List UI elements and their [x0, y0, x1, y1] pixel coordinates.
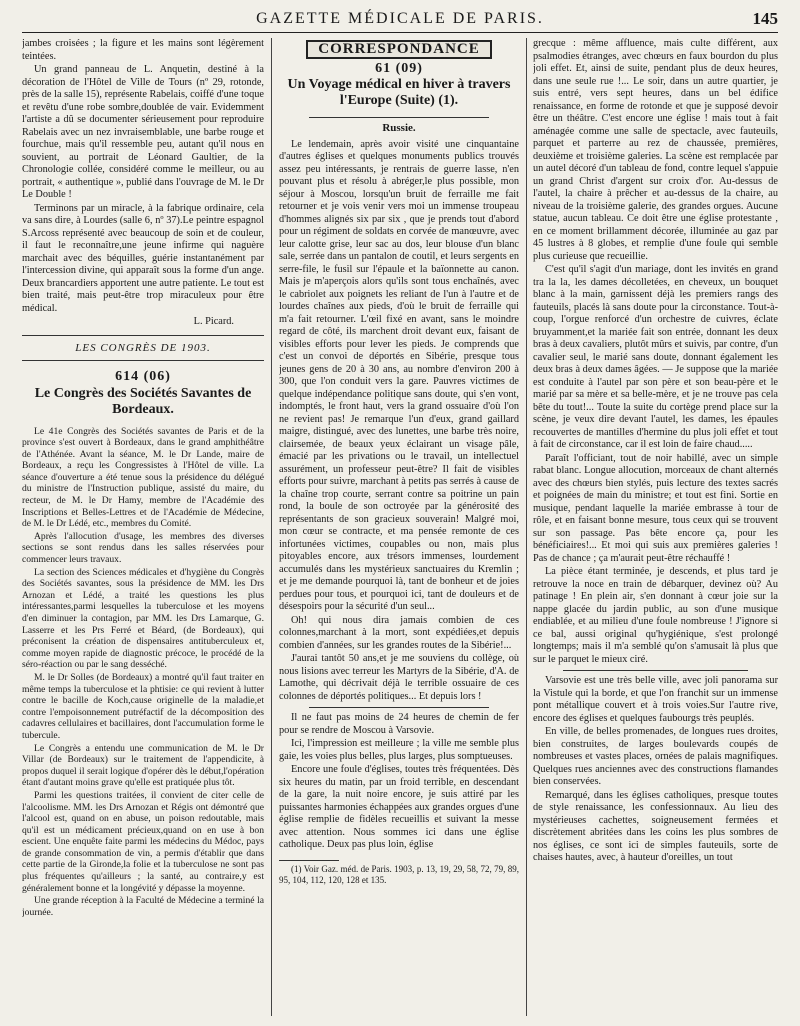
paragraph: M. le Dr Solles (de Bordeaux) a montré qu'il faut traiter en même temps la tuberculose et la phtisie: ce qui revient à lutter contre le bacille de Koch,cause originelle de la maladie,et contre l'empoisonnement putréfactif de la décomposition des cadavres cellulaires et bacillaires, dont l'accumulation forme le tubercule.	[22, 671, 264, 741]
divider	[309, 117, 489, 118]
paragraph: jambes croisées ; la figure et les mains sont légèrement teintées.	[22, 38, 264, 62]
divider	[22, 335, 264, 336]
journal-title: GAZETTE MÉDICALE DE PARIS.	[256, 10, 544, 27]
paragraph: Terminons par un miracle, à la fabrique ordinaire, cela va sans dire, à Lourdes (salle 6, nº 37).Le peintre espagnol S.Arcoss représenté avec beaucoup de soin et de couleur, il faut le reconnaître,une jeune infirme qui naguère marchait avec des béquilles, guérie instantanément par l'intercession divine, qui apparaît sous la forme d'un ange. Deux brancardiers apportent une autre patiente. Le tout est bien traité, mais peut-être trop miraculeux pour être médical.	[22, 202, 264, 314]
divider	[563, 670, 748, 671]
paragraph: Paraît l'officiant, tout de noir habillé, avec un simple rabat blanc. Longue allocution, morceaux de chant alternés avec des chœurs bien stylés, puis lecture des textes sacrés et poignées de main du ministre; et tout est fini. Sortie en musique, pendant laquelle la mariée embrasse à tour de rôle, et en faisant bonne mesure, tous ceux qui se trouvent sur son passage. Pas bête encore ça, pour les bénéficiaires!... Et moi qui suis aux premières galeries ! Pas de chance ; ça m'aurait peut-être réchauffé !	[533, 452, 778, 564]
left-column	[22, 38, 264, 1016]
footnote: (1) Voir Gaz. méd. de Paris. 1903, p. 13, 19, 29, 58, 72, 79, 89, 95, 104, 112, 120, 128 et 135.	[279, 863, 519, 885]
paragraph: Parmi les questions traitées, il convient de citer celle de l'alcoolisme. MM. les Drs Arnozan et Régis ont démontré que l'alcool est, quand on en abuse, un poison redoutable, mais qu'il est un médicament précieux,quand on en use à bon escient. Une enquête faite parmi les médecins du Médoc, pays de grande consommation de vin, a permis d'établir que dans cette partie de la Gironde,la folie et la tuberculose ne sont pas plus fréquentes qu'ailleurs ; la santé, au contraire,y est généralement bonne et la longévité y dépasse la moyenne.	[22, 789, 264, 894]
author-signature: L. Picard.	[193, 316, 234, 327]
paragraph: Après l'allocution d'usage, les membres des diverses sections se sont rendus dans les salles réservées pour commencer leurs travaux.	[22, 530, 264, 566]
paragraph: La pièce étant terminée, je descends, et plus tard je retrouve la noce en train de débarquer, devinez où? Au patinage ! En plein air, s'en donnant à cœur joie sur la nappe glacée du jardin public, au son d'une musique endiablée, et au milieu d'une foule nombreuse ! J'ignore si ce bal, aussi original qu'hygiénique, s'est prolongé longtemps; mais il m'a semblé qu'on s'amusait là plus que sur le parquet le mieux ciré.	[533, 566, 778, 665]
paragraph: grecque : même affluence, mais culte différent, aux psalmodies étranges, avec chœurs en faux bourdon du plus joli effet. Et, ainsi de suite, pendant plus de deux heures, dans une seule rue !... Le soir, dans un autre quartier, je suis entré, vers sept heures, dans un bel édifice renaissance, en forme de rotonde et que je supposé devoir être un théâtre. C'est encore une église ! mais tout à fait aménagée comme une salle de spectacle, avec fauteuils, parquet et parterre au rez de chaussée, premières, deuxième et troisième galeries. La scène est remplacée par un autel décoré d'un tableau de fond, contre lequel s'appuie un grand Christ d'argent sur croix d'or. Au-dessus de l'autel, la chaire à prêcher et au-dessus de la chaire, au niveau de la troisième galerie, des grandes orgues. Aucune statue, aucun tableau. Ce doit être une église protestante , en ce moment brillamment décorée, illuminée au gaz par 45 lustres à 8 globes, et remplie d'une foule qui semble plus curieuse que recueillie.	[533, 38, 778, 262]
paragraph: Encore une foule d'églises, toutes très fréquentées. Dès six heures du matin, par un froid terrible, en descendant de la gare, la nuit noire encore, je suis attiré par les puissantes harmonies échappées aux grandes orgues d'une église remplie de fidèles recueillis et suivant la messe avec attention. Nous sommes ici dans une église catholique. Deux pas plus loin, église	[279, 764, 519, 850]
paragraph: Le lendemain, après avoir visité une cinquantaine d'autres églises et quelques monuments publics trouvés assez peu intéressants, je rentrais de guerre lasse, n'en pouvant plus et résolu à abréger,le plus possible, mon séjour à Moscou, lorsqu'un bruit de ferraille me fait retourner et je vois venir vers moi un immense troupeau d'hommes alignés six par six , que je prends tout d'abord pour un régiment de soldats en corvée de manœuvre, avec leur calotte grise, leur sac au dos, leur blouse d'un blanc sale, serrée dans un pantalon de coutil, et leurs sergents en serre-file, le fusil sur l'épaule et la baïonnette au canon. Mais je m'aperçois alors qu'ils sont tous enchaînés, avec le cabriolet aux poignets les reliant de l'un à l'autre et de lourdes chaînes aux pieds, d'où le bruit de ferraille qui m'a fait retourner. L'œil fixé en avant, sans le moindre regard de côté, ils marchent droit devant eux, faisant de visibles efforts pour lever les pieds. Je comprends que c'est un convoi de déportés en Sibérie, presque tous jeunes gens de 20 à 30 ans, au nombre d'environ 200 à 300, que l'on conduit vers la gare. Pauvres victimes de quelque indépendance politique sans doute, qui s'en vont, indomptés, le front haut, vers la grand ossuaire d'où l'on ne revient pas! Je remarque l'un d'eux, grand gaillard maigre, distingué, avec des lunettes, une barbe très noire, clairsemée, de beaux yeux éclairant un visage pâle, émacié par les privations ou le travail, un intellectuel assurément, un professeur peut-être? Il fait de visibles efforts pour suivre, marchant à petits pas serrés à cause de la chaîne trop courte, serrant contre sa poitrine un pain rond, la boule de son octroyée par la générosité des représentants de son gracieux souverain! Malgré moi, mon cœur se contracte, et ma pensée remonte de ces infortunées victimes, coupables ou non, mais plus pitoyables encore, aux trésors immenses, lourdement accumulés dans les mystérieux sanctuaires du Kremlin ; et je me demande pourquoi là, tant de bonheur et de joies perdues pour tous, et pourquoi ici, tant de douleurs et de désespoirs pour la sécurité d'un seul...	[279, 138, 519, 612]
paragraph: Remarqué, dans les églises catholiques, presque toutes de style renaissance, les confessionnaux. Au lieu des mystérieuses cachettes, soigneusement fermées et discrètement abritées dans les coins les plus sombres de nos églises, ce sont ici de simples fauteuils, sorte de chaises hautes, avec, à hauteur d'oreilles, un tout	[533, 789, 778, 863]
column-divider	[526, 38, 527, 1016]
article-title: Le Congrès des Sociétés Savantes de Bordeaux.	[34, 385, 252, 417]
divider	[309, 707, 489, 708]
article-number: 61 (09)	[375, 60, 423, 76]
article-number: 614 (06)	[115, 369, 171, 384]
banner-label: CORRESPONDANCE	[306, 40, 492, 59]
page-number: 145	[752, 9, 778, 28]
paragraph: Oh! qui nous dira jamais combien de ces colonnes,marchant à la mort, sont expédiées,et depuis combien d'années, sur les grandes routes de la Sibérie!...	[279, 614, 519, 651]
paragraph: Varsovie est une très belle ville, avec joli panorama sur la Vistule qui la borde, et que l'on franchit sur un immense pont métallique couvert et à trois voies.Sur l'autre rive, encore des églises et quelques faubourgs très peuplés.	[533, 675, 778, 724]
paragraph: Un grand panneau de L. Anquetin, destiné à la décoration de l'Hôtel de Ville de Tours (nº 29, rotonde, près de la salle 15), représente Rabelais, coiffé d'une toque et revêtu d'une robe sombre,doublée de vair. Evidemment l'artiste a dû se documenter sérieusement pour reproduire Rabelais avec un nez invraisemblable, une barbe rouge et fourchue, mais qu'il ressemble peu, autant qu'il nous en souvient, au portrait de Léonard Gaultier, de la Chronologie collée, considéré comme le meilleur, ou au portrait, « authentique », publié dans l'ouvrage de M. le Dr Le Double !	[22, 64, 264, 200]
paragraph: Il ne faut pas moins de 24 heures de chemin de fer pour se rendre de Moscou à Varsovie.	[279, 712, 519, 736]
column-divider	[271, 38, 272, 1016]
paragraph: J'aurai tantôt 50 ans,et je me souviens du collège, où nous lisions avec terreur les Martyrs de la Sibérie, d'A. de Lamothe, qui décrivait déjà le terrible ossuaire de ces colonnes de déportés politiques... Et depuis lors !	[279, 653, 519, 702]
paragraph: La section des Sciences médicales et d'hygiène du Congrès des Sociétés savantes, sous la présidence de MM. les Drs Arnozan et Lédé, a traité les questions les plus intéressantes,parmi lesquelles la tuberculose et les moyens d'en diminuer la contagion, par MM. les Drs Lamarque, G. Lasserre et les Prs Ferré et Béard, (de Bordeaux), qui préconisent la création de dispensaires antituberculeux et, comme moyen rapide de diagnostic précoce, le procédé de la séro-réaction ou par le sang desséché.	[22, 566, 264, 671]
article-title: Un Voyage médical en hiver à travers l'Europe (Suite) (1).	[287, 77, 511, 108]
section-heading: LES CONGRÈS DE 1903.	[75, 341, 211, 354]
footnote-rule	[279, 860, 339, 861]
paragraph: Le 41e Congrès des Sociétés savantes de Paris et de la province s'est ouvert à Bordeaux, dans le grand amphithéâtre de l'Athénée. Avant la séance, M. le Dr Lande, maire de Bordeaux, a reçu les Congressistes à l'Hôtel de ville. La séance d'ouverture a été tenue sous la présidence du délégué du ministre de l'Instruction publique, assisté du maire, du recteur, de M. le Dr Hamy, membre de l'Académie des Inscriptions et Belles-Lettres et de l'Académie de Médecine, de M. le Dr Lédé, etc., membres du Comité.	[22, 425, 264, 530]
section-subheading: Russie.	[382, 122, 416, 134]
right-column	[533, 38, 778, 1016]
middle-column	[279, 38, 519, 1016]
paragraph: Une grande réception à la Faculté de Médecine a terminé la journée.	[22, 895, 264, 918]
paragraph: En ville, de belles promenades, de longues rues droites, bien construites, de larges boulevards coupés de nombreuses et vastes places, ornées de palais magnifiques. Quelques rues anciennes avec des constructions flamandes bien conservées.	[533, 726, 778, 787]
page-header	[22, 6, 778, 33]
section-banner	[279, 40, 519, 59]
paragraph: C'est qu'il s'agit d'un mariage, dont les invités en grand tra la la, les dames décolletées, en cheveux, un bouquet blanc à la main, garnissent déjà les premiers rangs des fauteuils, placés là sans doute pour la circonstance. Tout-à-coup, l'orgue renforcé d'un orchestre de cuivres, éclate bruyamment,et la mariée fait son entrée, donnant les deux bras à deux cavaliers, plutôt mûrs et suivis, par contre, d'un cavalier seul, le marié sans doute, donnant également les deux bras à deux dames âgées. — Je suppose que la mariée est conduite à l'autel par son père et son beau-père et le marié par sa mère et sa belle-mère, et je ne trouve pas cela bête du tout!... Toute la suite du cortège prend place sur la scène, je veux dire devant l'autel, les dames, les épaules recouvertes de mantilles d'hermine du plus joli effet et tout à fait de circonstance, car il est loin de faire chaud.....	[533, 264, 778, 450]
divider	[22, 360, 264, 361]
paragraph: Le Congrès a entendu une communication de M. le Dr Villar (de Bordeaux) sur le traitement de l'appendicite, à propos duquel il serait logique d'opérer dès le début,l'opération étant d'autant moins grave qu'elle est pratiquée plus tôt.	[22, 742, 264, 789]
article-body	[22, 426, 264, 919]
paragraph: Ici, l'impression est meilleure ; la ville me semble plus gaie, les voies plus belles, plus larges, plus somptueuses.	[279, 738, 519, 762]
